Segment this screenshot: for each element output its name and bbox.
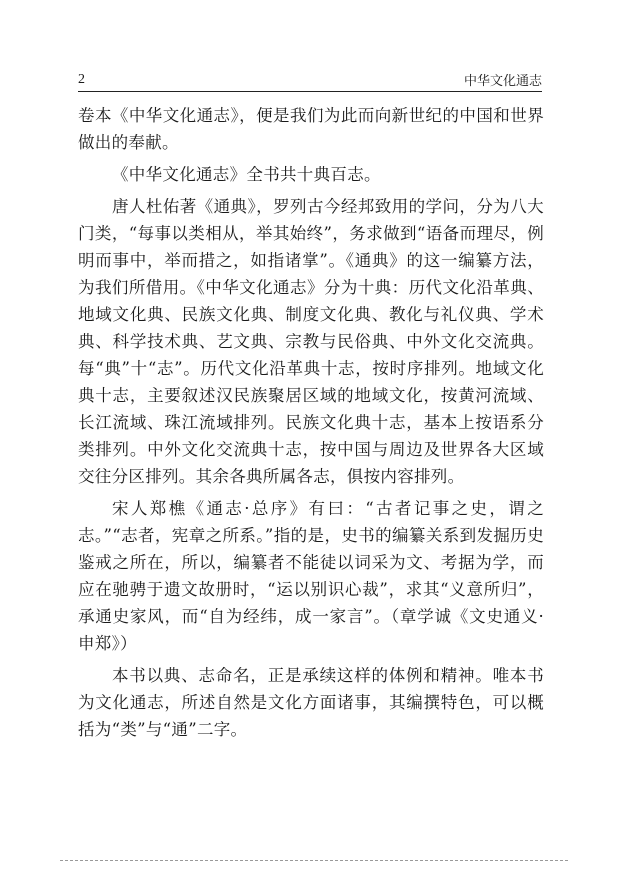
page-number: 2 [78, 72, 85, 87]
paragraph-5: 本书以典、志命名，正是承续这样的体例和精神。唯本书为文化通志，所述自然是文化方面诸事，其编撰特色，可以概括为“类”与“通”二字。 [78, 666, 544, 739]
paragraph-3: 唐人杜佑著《通典》，罗列古今经邦致用的学问，分为八大门类，“每事以类相从，举其始终”，务求做到“语备而理尽，例明而事中，举而措之，如指诸掌”。《通典》的这一编纂方法，为我们所借用。《中华文化通志》分为十典：历代文化沿革典、地域文化典、民族文化典、制度文化典、教化与礼仪典、学术典、科学技术典、艺文典、宗教与民俗典、中外文化交流典。每“典”十“志”。历代文化沿革典十志，按时序排列。地域文化典十志，主要叙述汉民族聚居区域的地域文化，按黄河流域、长江流域、珠江流域排列。民族文化典十志，基本上按语系分类排列。中外文化交流典十志，按中国与周边及世界各大区域交往分区排列。其余各典所属各志，俱按内容排列。 [78, 197, 544, 486]
page-bottom-edge [60, 860, 568, 861]
paragraph-2: 《中华文化通志》全书共十典百志。 [112, 165, 381, 184]
paragraph-4: 宋人郑樵《通志·总序》有曰：“古者记事之史，谓之志。”“志者，宪章之所系。”指的是，史书的编纂关系到发掘历史鉴戒之所在，所以，编纂者不能徒以词采为文、考据为学，而应在驰骋于遗文故册时，“运以别识心裁”，求其“义意所归”，承通史家风，而“自为经纬，成一家言”。（章学诚《文史通义·申郑》） [78, 499, 544, 653]
paragraph-1: 卷本《中华文化通志》，便是我们为此而向新世纪的中国和世界做出的奉献。 [78, 106, 544, 152]
body-text [78, 102, 544, 748]
page-header [78, 70, 542, 92]
running-title: 中华文化通志 [463, 74, 542, 89]
header-rule [78, 91, 542, 92]
